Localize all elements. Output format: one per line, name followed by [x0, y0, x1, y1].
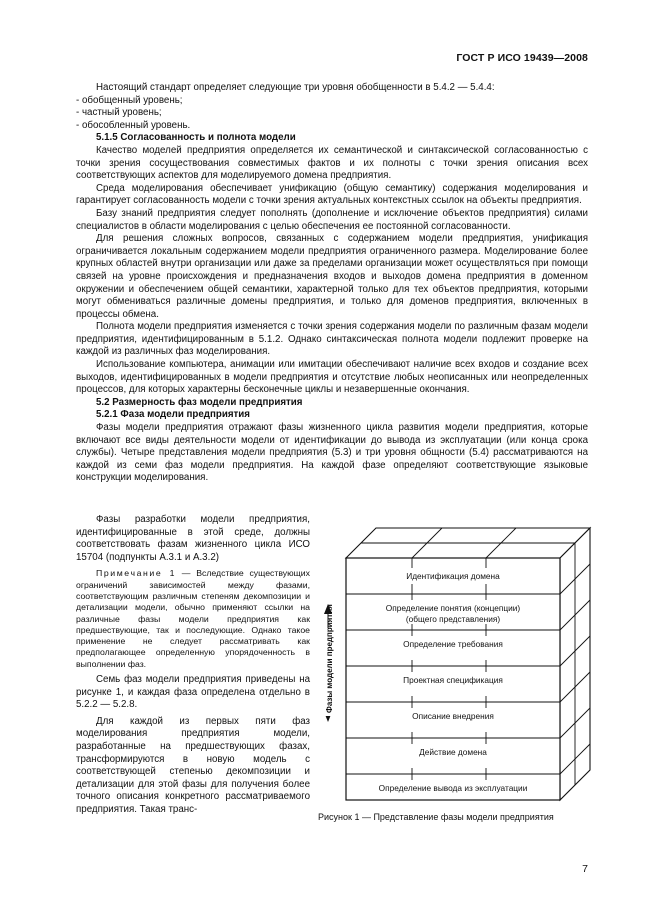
paragraph: Семь фаз модели предприятия приведены на рисунке 1, и каждая фаза определена отдельно в 5.2.2 — 5.2.8.	[76, 674, 310, 711]
section-heading: 5.2 Размерность фаз модели предприятия	[96, 396, 303, 408]
phase-label-5: Описание внедрения	[412, 711, 494, 721]
paragraph: Среда моделирования обеспечивает унификацию (общую семантику) содержания моделирования и гарантирует согласованность модели с точки зрения актуальных контекстных ссылок на объекты предприятия.	[76, 182, 588, 207]
page-number: 7	[582, 863, 588, 875]
list-item: - частный уровень;	[76, 107, 162, 119]
paragraph: Качество моделей предприятия определяется их семантической и синтаксической согласованностью с точки зрения сосуществования совместимых фактов и их полноты с точки зрения описания всех соответствующих аспектов для моделируемого домена предприятия.	[76, 144, 588, 182]
paragraph: Использование компьютера, анимации или имитации обеспечивают наличие всех входов и создание всех выходов, идентифицированных в модели предприятия и отсутствие любых неописанных или неопределенных процессов, для которых характерны бесконечные циклы и незавершенные окончания.	[76, 359, 588, 396]
phase-label-6: Действие домена	[419, 747, 487, 757]
paragraph: Фазы модели предприятия отражают фазы жизненного цикла развития модели предприятия, которые включают все виды деятельности модели от идентификации до вывода из эксплуатации (или конца срока службы). Четыре представления модели предприятия (5.3) и три уровня общности (5.4) рассматриваются на каждой из семи фаз модели предприятия. На каждой фазе определяют соответствующие языковые конструкции моделирования.	[76, 422, 588, 484]
note-text: — Вследствие существующих ограничений зависимостей между фазами, соответствующим различным степеням декомпозиции и детализации модели, обычно применяют ссылки на различные фазы модели предприятия как предшествующие, так и последующие. Однако такое применение не следует рассматривать как предполагающее определенную упорядоченность в выполнении фаз.	[76, 568, 310, 669]
paragraph: Полнота модели предприятия изменяется с точки зрения содержания модели по различным фазам модели предприятия, идентифицированным в 5.1.2. Однако синтаксическая полнота модели подлежит проверке на каждой из различных фаз моделирования.	[76, 321, 588, 358]
list-item: - обособленный уровень.	[76, 119, 191, 131]
paragraph: Настоящий стандарт определяет следующие три уровня обобщенности в 5.4.2 — 5.4.4:	[96, 82, 495, 93]
note	[76, 568, 310, 670]
main-text-block	[76, 82, 588, 485]
paragraph: Для решения сложных вопросов, связанных с содержанием модели предприятия, унификация ограничивается локальным содержанием модели предприятия ограниченного размера. Моделирование более крупных областей внутри организации или даже за пределами организации может осуществляться при помощи связей на уровне происхождения и предназначения входов и выходов домена предприятия в доменном окружении и обеспечением общей семантики, характерной только для тех объектов предприятия, которыми могут обмениваться различные домены предприятия, и только для доменов предприятия, включенных в процессы обмена.	[76, 233, 588, 320]
axis-label: Фазы модели предприятия	[325, 604, 334, 713]
list-item: - обобщенный уровень;	[76, 94, 183, 106]
standard-header: ГОСТ Р ИСО 19439—2008	[456, 52, 588, 64]
phase-figure	[300, 518, 600, 808]
phase-label-4: Проектная спецификация	[403, 675, 503, 685]
paragraph: Базу знаний предприятия следует пополнять (дополнение и исключение объектов предприятия) силами специалистов в области моделирования с целью обеспечения ее постоянной согласованности.	[76, 207, 588, 232]
phase-label-7: Определение вывода из эксплуатации	[378, 783, 528, 793]
section-heading: 5.1.5 Согласованность и полнота модели	[96, 132, 296, 144]
left-column	[76, 514, 310, 817]
phase-label-3: Определение требования	[403, 639, 503, 649]
figure-caption: Рисунок 1 — Представление фазы модели предприятия	[318, 812, 554, 822]
phase-label-1: Идентификация домена	[406, 571, 500, 581]
section-heading: 5.2.1 Фаза модели предприятия	[96, 409, 250, 421]
phase-label-2b: (общего представления)	[405, 614, 501, 624]
phase-label-2: Определение понятия (концепции)	[385, 603, 521, 613]
paragraph: Фазы разработки модели предприятия, идентифицированные в этой среде, должны соответствовать фазам жизненного цикла ИСО 15704 (подпункты А.3.1 и А.3.2)	[76, 514, 310, 563]
note-label: Примечание 1	[96, 568, 177, 579]
paragraph: Для каждой из первых пяти фаз моделирования предприятия модели, разработанные на предшествующих фазах, трансформируются в новую модель с соответствующей степенью декомпозиции и детализации для этой фазы для получения более точного описания конкретного рассматриваемого предприятия. Такая транс-	[76, 715, 310, 815]
